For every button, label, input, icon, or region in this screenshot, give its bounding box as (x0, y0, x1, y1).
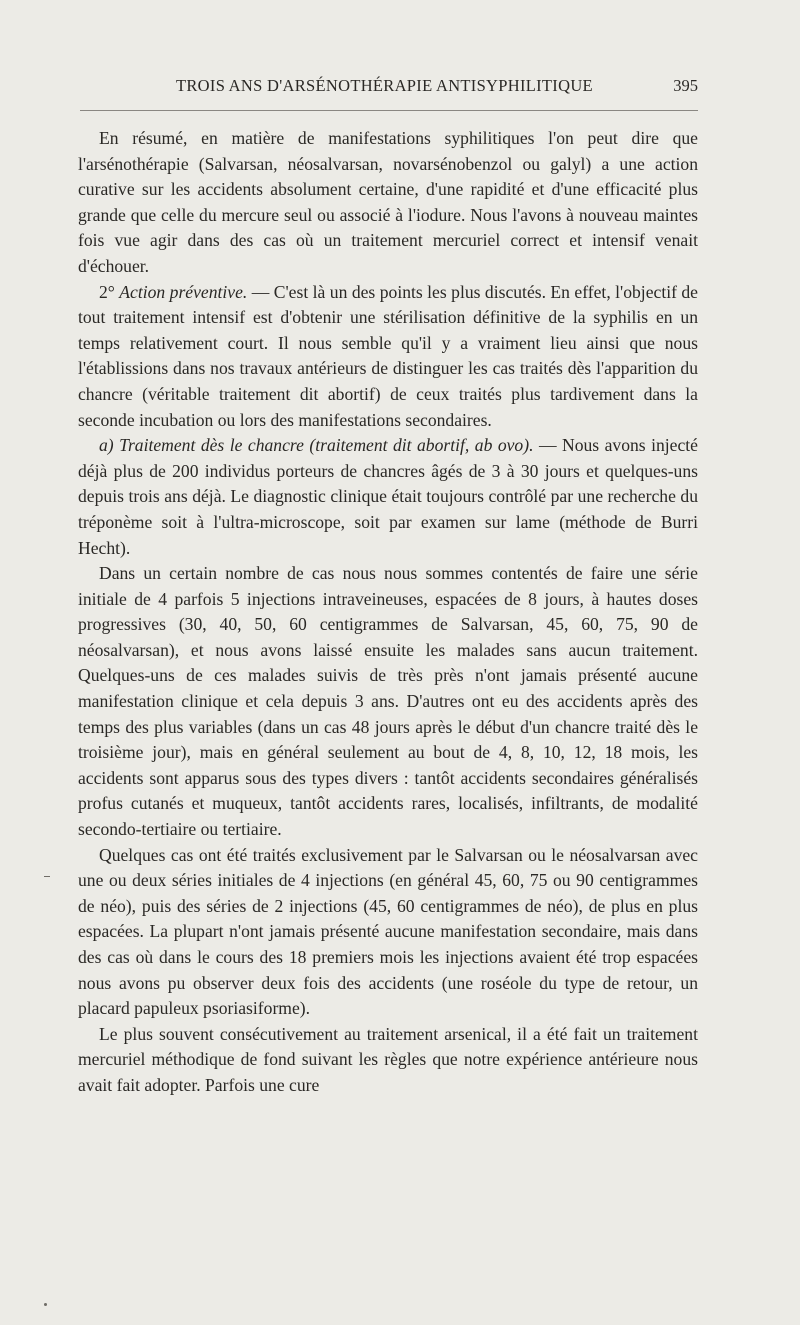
paragraph-summary: En résumé, en matière de manifestations syphilitiques l'on peut dire que l'arsénothérapie (Salvarsan, néosalvarsan, novarsénobenzol ou galyl) a une action curative sur les accidents absolument certaine, d'une rapidité et d'une efficacité plus grande que celle du mercure seul ou associé à l'iodure. Nous l'avons à nouveau maintes fois vue agir dans des cas où un traitement mercuriel correct et intensif venait d'échouer. (78, 128, 698, 276)
paragraph-preventive-action (78, 280, 698, 434)
subsection-label: a) (99, 435, 114, 456)
section-title: Action préventive. (119, 281, 248, 302)
header-rule (80, 110, 698, 111)
paragraph-exclusive-salvarsan: Quelques cas ont été traités exclusivement par le Salvarsan ou le néosalvarsan avec une ou deux séries initiales de 4 injections (en général 45, 60, 75 ou 90 centigrammes de néo), puis des séries de 2 injections (45, 60 centigrammes de néo), de plus en plus espacées. La plupart n'ont jamais présenté aucune manifestation secondaire, mais dans des cas où dans le cours des 18 premiers mois les injections avaient été trop espacées nous avons pu observer deux fois des accidents (une roséole du type de retour, un placard papuleux psoriasiforme). (78, 844, 698, 1019)
paragraph-initial-series: Dans un certain nombre de cas nous nous sommes contentés de faire une série initiale de 4 parfois 5 injections intraveineuses, espacées de 8 jours, à hautes doses progressives (30, 40, 50, 60 centigrammes de Salvarsan, 45, 60, 75, 90 de néosalvarsan), et nous avons laissé ensuite les malades sans aucun traitement. Quelques-uns de ces malades suivis de très près n'ont jamais présenté aucune manifestation clinique et cela depuis 3 ans. D'autres ont eu des accidents après des temps des plus variables (dans un cas 48 jours après le début d'un chancre traité dès le troisième jour), mais en général seulement au bout de 4, 8, 10, 12, 18 mois, les accidents sont apparus sous des types divers : tantôt accidents secondaires généralisés profus cutanés et muqueux, tantôt accidents rares, localisés, infiltrants, de modalité secondo-tertiaire ou tertiaire. (78, 563, 698, 840)
running-head (80, 76, 698, 98)
subsection-text: — Nous avons injecté déjà plus de 200 individus porteurs de chancres âgés de 3 à 30 jours et quelques-uns depuis trois ans déjà. Le diagnostic clinique était toujours contrôlé par une recherche du tréponème soit à l'ultra-microscope, soit par examen sur lame (méthode de Burri Hecht). (78, 435, 698, 558)
page-number: 395 (673, 76, 698, 95)
section-text: — C'est là un des points les plus discutés. En effet, l'objectif de tout traitement intensif est d'obtenir une stérilisation définitive de la syphilis en un temps relativement court. Il nous semble qu'il y a vraiment lieu ainsi que nous l'établissions dans nos travaux antérieurs de distinguer les cas traités dès l'apparition du chancre (véritable traitement dit abortif) de ceux traités plus tardivement dans la seconde incubation ou lors des manifestations secondaires. (78, 281, 698, 430)
paragraph-mercurial-treatment: Le plus souvent consécutivement au traitement arsenical, il a été fait un traitement mercuriel méthodique de fond suivant les règles que notre expérience antérieure nous avait fait adopter. Parfois une cure (78, 1023, 698, 1095)
page-speck (44, 1303, 47, 1306)
section-number: 2° (99, 281, 115, 302)
paragraph-abortive-treatment (78, 433, 698, 561)
body-text (78, 126, 698, 1099)
subsection-title: Traitement dès le chancre (traitement dit abortif, ab ovo). (119, 435, 534, 456)
running-title: TROIS ANS D'ARSÉNOTHÉRAPIE ANTISYPHILITIQUE (176, 76, 593, 95)
margin-mark (44, 876, 50, 877)
